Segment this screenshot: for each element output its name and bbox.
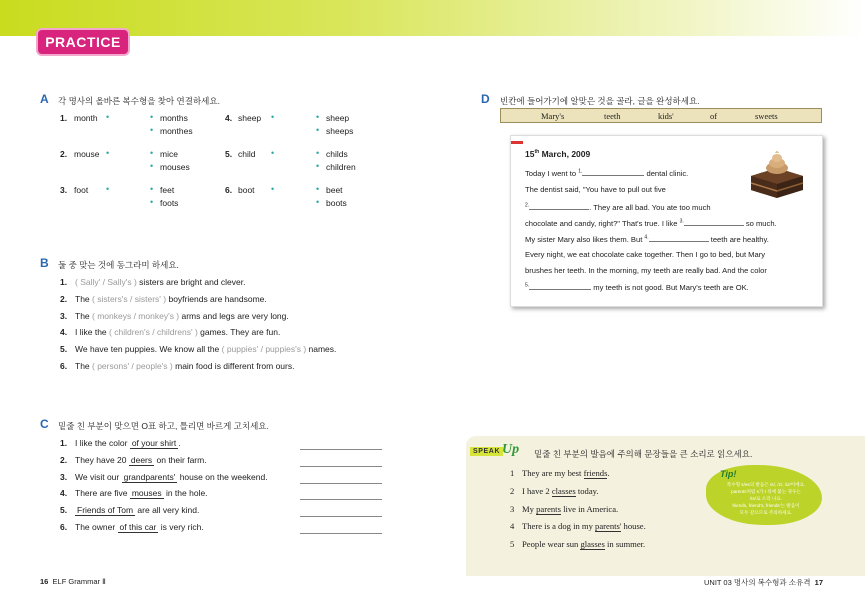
section-b-title: 둘 중 맞는 것에 동그라미 하세요. bbox=[58, 260, 179, 270]
answer-line[interactable] bbox=[300, 516, 382, 517]
sentence-row bbox=[60, 505, 199, 515]
sentence-number: 4 bbox=[510, 521, 515, 532]
sentence-text: house on the weekend. bbox=[177, 471, 268, 482]
underlined-word: glasses bbox=[580, 539, 605, 550]
speak-sentence bbox=[510, 504, 618, 514]
option-dot[interactable]: • bbox=[316, 184, 320, 194]
match-dot[interactable]: • bbox=[271, 148, 275, 158]
option-dot[interactable]: • bbox=[150, 112, 154, 122]
sentence-number: 5 bbox=[510, 539, 515, 550]
underlined-word: classes bbox=[551, 485, 576, 496]
sentence-text: I have 2 bbox=[522, 485, 552, 496]
choice-option[interactable]: ( persons' / people's ) bbox=[92, 361, 173, 371]
speak-sentence bbox=[510, 468, 610, 478]
sentence-text: games. They are fun. bbox=[197, 327, 281, 338]
tip-title: Tip! bbox=[720, 469, 737, 479]
sentence-text: in the hole. bbox=[163, 488, 208, 499]
sentence-row bbox=[60, 311, 289, 321]
sentence-text: boyfriends are handsome. bbox=[166, 293, 267, 304]
item-word: month bbox=[74, 113, 98, 123]
match-dot[interactable]: • bbox=[271, 184, 275, 194]
option-dot[interactable]: • bbox=[150, 197, 154, 207]
option-dot[interactable]: • bbox=[316, 148, 320, 158]
sentence-text: main food is different from ours. bbox=[172, 361, 295, 371]
sentence-text: There is a dog in my bbox=[522, 521, 596, 532]
sentence-number: 6. bbox=[60, 361, 68, 371]
word-bank-item: sweets bbox=[755, 111, 778, 121]
section-b-letter: B bbox=[40, 256, 49, 270]
sentence-number: 1. bbox=[60, 277, 68, 287]
speak-sentence bbox=[510, 486, 599, 496]
item-word: foot bbox=[74, 185, 89, 195]
sentence-row bbox=[60, 472, 268, 482]
sentence-text: . bbox=[178, 438, 181, 448]
footer-right: UNIT 03 명사의 복수형과 소유격 17 bbox=[703, 578, 823, 587]
plural-option: sheeps bbox=[326, 126, 354, 136]
tip-line: /ts/로 소리 나요. bbox=[749, 496, 783, 501]
option-dot[interactable]: • bbox=[316, 197, 320, 207]
answer-line[interactable] bbox=[300, 533, 382, 534]
section-a-title: 각 명사의 올바른 복수형을 찾아 연결하세요. bbox=[58, 96, 220, 106]
sentence-text: is very rich. bbox=[158, 522, 204, 532]
item-number: 2. bbox=[60, 149, 68, 159]
sentence-number: 5. bbox=[60, 505, 68, 516]
diary-date: 15th March, 2009 bbox=[525, 149, 591, 159]
item-word: child bbox=[238, 149, 256, 159]
word-bank-item: of bbox=[710, 111, 718, 121]
underlined-word: parents bbox=[536, 503, 561, 514]
diary-line: brushes her teeth. In the morning, my teeth are really bad. And the color bbox=[525, 266, 767, 275]
sentence-text: The bbox=[75, 310, 93, 321]
sentence-text: My bbox=[522, 503, 537, 514]
sentence-row bbox=[60, 344, 336, 354]
option-dot[interactable]: • bbox=[150, 148, 154, 158]
sentence-number: 2. bbox=[60, 293, 68, 304]
option-dot[interactable]: • bbox=[316, 161, 320, 171]
diary-card: 15th March, 2009 Today I went to $^{1.}$ dental clinic. The dentist said, "You have to pull out five $^{2.}$ . They are all bad. You ate too much chocolate and candy, right?" That's true. I like $^{3.}$ so much. My sister Mary also likes them. But $^{4.}$ teeth are healthy. Every night, we eat chocolate cake together. Then I go to bed, but Mary brushes her teeth. In the morning, my teeth are really bad. And the color $^{5.}$ my teeth is not good. But Mary's teeth are OK. bbox=[510, 135, 823, 307]
diary-line: The dentist said, "You have to pull out five bbox=[525, 185, 666, 194]
sentence-number: 2 bbox=[510, 485, 515, 496]
section-d-letter: D bbox=[481, 92, 490, 106]
plural-option: mice bbox=[160, 149, 178, 159]
sentence-text: . bbox=[607, 468, 610, 478]
sentence-text: I like the color bbox=[75, 438, 130, 448]
section-c-title: 밑줄 친 부분이 맞으면 O표 하고, 틀리면 바르게 고치세요. bbox=[58, 421, 269, 431]
plural-option: mouses bbox=[160, 162, 190, 172]
item-number: 3. bbox=[60, 185, 68, 195]
practice-badge: PRACTICE bbox=[38, 30, 128, 54]
sentence-number: 3 bbox=[510, 503, 515, 514]
word-bank bbox=[500, 108, 822, 123]
match-dot[interactable]: • bbox=[271, 112, 275, 122]
item-word: mouse bbox=[74, 149, 100, 159]
underlined-phrase: Friends of Tom bbox=[77, 505, 134, 516]
speak-up-title: 밑줄 친 부분의 발음에 주의해 문장들을 큰 소리로 읽으세요. bbox=[534, 449, 753, 459]
sentence-text: People wear sun bbox=[522, 539, 581, 550]
plural-option: children bbox=[326, 162, 356, 172]
item-number: 4. bbox=[225, 113, 233, 123]
sentence-text: There are five bbox=[75, 488, 130, 499]
sentence-number: 3. bbox=[60, 471, 68, 482]
answer-line[interactable] bbox=[300, 466, 382, 467]
word-bank-item: kids' bbox=[658, 111, 674, 121]
sentence-text: are all very kind. bbox=[135, 505, 200, 516]
option-dot[interactable]: • bbox=[316, 125, 320, 135]
sentence-row bbox=[60, 488, 208, 498]
blank-2[interactable] bbox=[529, 202, 589, 210]
choice-option[interactable]: ( children's / childrens' ) bbox=[109, 327, 198, 338]
underlined-word: parents' bbox=[595, 521, 622, 532]
plural-option: boots bbox=[326, 198, 347, 208]
option-dot[interactable]: • bbox=[150, 184, 154, 194]
blank-3[interactable] bbox=[684, 218, 744, 226]
sentence-number: 5. bbox=[60, 344, 68, 355]
tip-line: 모두 같으므로 주의하세요. bbox=[739, 510, 793, 515]
sentence-row bbox=[60, 327, 280, 337]
match-dot[interactable]: • bbox=[106, 112, 110, 122]
sentence-text: The owner bbox=[75, 522, 118, 532]
speak-up-logo: SPEAK Up bbox=[470, 442, 526, 462]
word-bank-item: teeth bbox=[604, 111, 621, 121]
plural-option: feet bbox=[160, 185, 175, 195]
chocolate-cake-icon bbox=[747, 146, 807, 204]
choice-option[interactable]: ( monkeys / monkey's ) bbox=[92, 310, 180, 321]
answer-line[interactable] bbox=[300, 449, 382, 450]
match-dot[interactable]: • bbox=[106, 184, 110, 194]
tip-line: parents처럼 s가 t 뒤에 붙는 경우는 bbox=[731, 489, 801, 494]
speak-sentence bbox=[510, 521, 646, 531]
blank-5[interactable] bbox=[529, 282, 591, 290]
underlined-phrase: mouses bbox=[131, 488, 162, 499]
underlined-word: friends bbox=[583, 468, 608, 478]
sentence-text: names. bbox=[306, 344, 337, 355]
sentence-text: live in America. bbox=[560, 503, 619, 514]
option-dot[interactable]: • bbox=[316, 112, 320, 122]
sentence-text: house. bbox=[621, 521, 646, 532]
red-marker bbox=[511, 141, 523, 144]
sentence-number: 1. bbox=[60, 438, 68, 448]
plural-option: monthes bbox=[160, 126, 193, 136]
item-number: 1. bbox=[60, 113, 68, 123]
sentence-text: in summer. bbox=[604, 539, 646, 550]
sentence-text: on their farm. bbox=[154, 454, 207, 465]
sentence-number: 4. bbox=[60, 327, 68, 338]
item-word: boot bbox=[238, 185, 255, 195]
diary-line: Every night, we eat chocolate cake together. Then I go to bed, but Mary bbox=[525, 250, 766, 259]
sentence-text: They are my best bbox=[522, 468, 584, 478]
sentence-row bbox=[60, 455, 207, 465]
answer-line[interactable] bbox=[300, 499, 382, 500]
item-number: 5. bbox=[225, 149, 233, 159]
blank-4[interactable] bbox=[649, 234, 709, 242]
sentence-text: We visit our bbox=[75, 471, 122, 482]
choice-option[interactable]: ( sisters's / sisters' ) bbox=[92, 293, 167, 304]
underlined-phrase: of your shirt bbox=[131, 438, 177, 448]
underlined-phrase: of this car bbox=[119, 522, 157, 532]
underlined-phrase: grandparents' bbox=[123, 471, 176, 482]
plural-option: months bbox=[160, 113, 188, 123]
section-a-letter: A bbox=[40, 92, 49, 106]
option-dot[interactable]: • bbox=[150, 125, 154, 135]
sentence-row bbox=[60, 438, 181, 448]
sentence-text: arms and legs are very long. bbox=[179, 310, 289, 321]
sentence-number: 4. bbox=[60, 488, 68, 499]
sentence-text: today. bbox=[575, 485, 599, 496]
item-word: sheep bbox=[238, 113, 262, 123]
blank-1[interactable] bbox=[582, 168, 644, 176]
plural-option: sheep bbox=[326, 113, 350, 123]
sentence-row bbox=[60, 277, 245, 287]
sentence-number: 3. bbox=[60, 310, 68, 321]
plural-option: childs bbox=[326, 149, 348, 159]
sentence-text: They have 20 bbox=[75, 454, 129, 465]
choice-option[interactable]: ( puppies' / puppies's ) bbox=[221, 344, 307, 355]
sentence-text: I like the bbox=[75, 327, 110, 338]
sentence-text: sisters are bright and clever. bbox=[136, 277, 246, 287]
section-d-title: 빈칸에 들어가기에 알맞은 것을 골라, 글을 완성하세요. bbox=[500, 96, 700, 106]
sentence-text: The bbox=[75, 293, 93, 304]
underlined-phrase: deers bbox=[130, 454, 153, 465]
speak-sentence bbox=[510, 539, 645, 549]
footer-left: 16 ELF Grammar Ⅱ bbox=[40, 577, 106, 586]
sentence-row bbox=[60, 522, 204, 532]
sentence-number: 6. bbox=[60, 522, 68, 532]
plural-option: beet bbox=[326, 185, 343, 195]
word-bank-item: Mary's bbox=[541, 111, 565, 121]
sentence-number: 2. bbox=[60, 454, 68, 465]
option-dot[interactable]: • bbox=[150, 161, 154, 171]
sentence-row bbox=[60, 361, 294, 371]
sentence-text: The bbox=[75, 361, 93, 371]
sentence-row bbox=[60, 294, 267, 304]
tip-line: friends, friend's, friends'는 발음이 bbox=[732, 503, 800, 508]
choice-option[interactable]: ( Sally' / Sally's ) bbox=[75, 277, 137, 287]
match-dot[interactable]: • bbox=[106, 148, 110, 158]
answer-line[interactable] bbox=[300, 483, 382, 484]
sentence-text: We have ten puppies. We know all the bbox=[75, 344, 222, 355]
sentence-number: 1 bbox=[510, 468, 515, 478]
plural-option: foots bbox=[160, 198, 179, 208]
section-c-letter: C bbox=[40, 417, 49, 431]
item-number: 6. bbox=[225, 185, 233, 195]
top-banner bbox=[0, 0, 865, 36]
tip-line: 복수형 s/es의 발음은 /s/, /z/, /iz/이에요. bbox=[726, 482, 806, 487]
